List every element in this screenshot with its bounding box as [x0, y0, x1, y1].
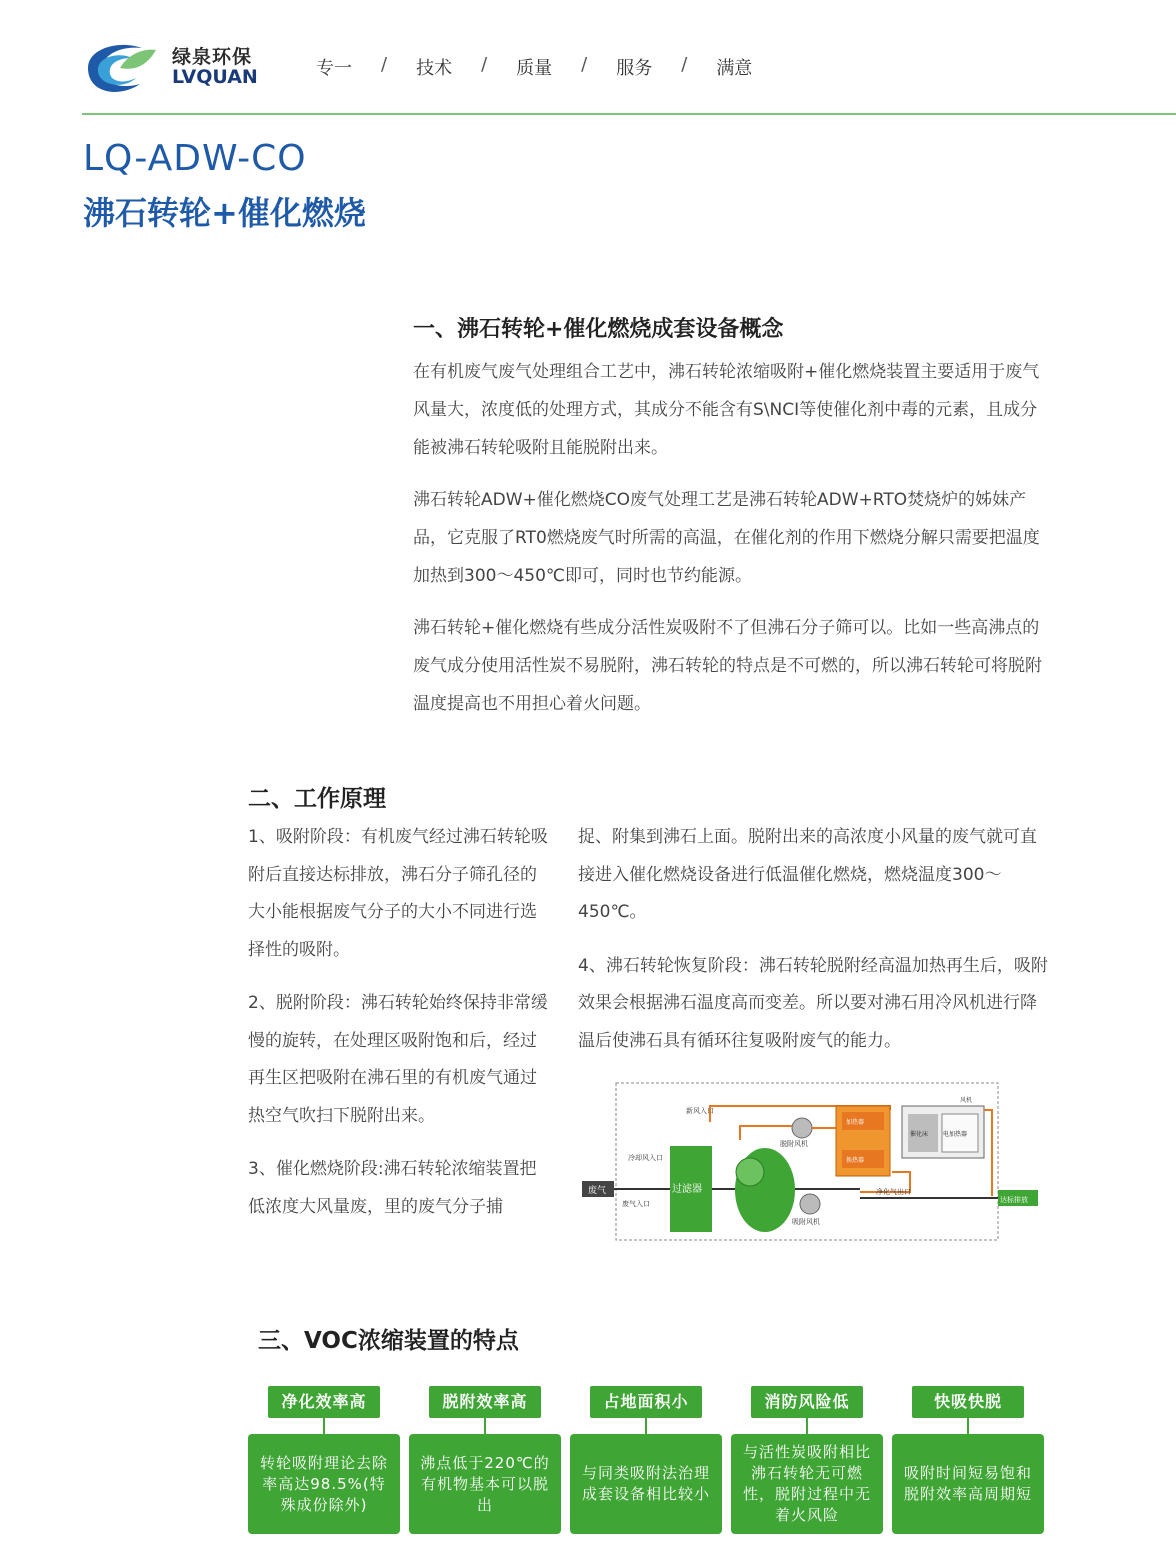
diagram-label-adsorb-fan: 吸附风机 — [792, 1218, 820, 1226]
diagram-label-fan: 风机 — [960, 1097, 973, 1104]
diagram-label-cooling-in: 冷却风入口 — [628, 1154, 663, 1162]
feature-label: 快吸快脱 — [912, 1386, 1024, 1418]
diagram-label-waste-gas: 废气 — [588, 1186, 607, 1196]
logo-text-cn: 绿泉环保 — [172, 46, 253, 68]
feature-body: 与同类吸附法治理成套设备相比较小 — [570, 1434, 722, 1534]
feature-connector — [967, 1418, 969, 1434]
logo-text-en: LVQUAN — [172, 66, 258, 88]
nav-item-service[interactable]: 服务 — [616, 58, 653, 79]
diagram-label-heater: 加热器 — [846, 1119, 865, 1126]
feature-connector — [484, 1418, 486, 1434]
section-concept-heading: 一、沸石转轮+催化燃烧成套设备概念 — [413, 317, 784, 342]
feature-label: 净化效率高 — [268, 1386, 380, 1418]
diagram-label-electric-heat: 电加热器 — [943, 1131, 968, 1138]
nav-separator: / — [581, 54, 588, 75]
principle-paragraph: 2、脱附阶段：沸石转轮始终保持非常缓慢的旋转，在处理区吸附饱和后，经过再生区把吸附在沸石里的有机废气通过热空气吹扫下脱附出来。 — [248, 993, 548, 1126]
product-name: 沸石转轮+催化燃烧 — [83, 194, 366, 232]
feature-label: 脱附效率高 — [429, 1386, 541, 1418]
feature-label: 消防风险低 — [751, 1386, 863, 1418]
nav-separator: / — [681, 54, 688, 75]
principle-left-column — [248, 819, 553, 1242]
feature-body: 转轮吸附理论去除率高达98.5%(特殊成份除外) — [248, 1434, 400, 1534]
feature-card — [409, 1386, 561, 1534]
principle-paragraph: 3、催化燃烧阶段:沸石转轮浓缩装置把低浓度大风量废，里的废气分子捕 — [248, 1159, 537, 1217]
feature-body: 吸附时间短易饱和脱附效率高周期短 — [892, 1434, 1044, 1534]
product-model: LQ-ADW-CO — [83, 138, 307, 179]
logo — [80, 38, 260, 98]
feature-connector — [806, 1418, 808, 1434]
adsorb-fan-icon — [800, 1194, 820, 1214]
section-features-heading: 三、VOC浓缩装置的特点 — [258, 1328, 519, 1354]
feature-body: 与活性炭吸附相比沸石转轮无可燃性，脱附过程中无着火风险 — [731, 1434, 883, 1534]
concept-paragraph: 沸石转轮+催化燃烧有些成分活性炭吸附不了但沸石分子筛可以。比如一些高沸点的废气成分使用活性炭不易脱附，沸石转轮的特点是不可燃的，所以沸石转轮可将脱附温度提高也不用担心着火问题。 — [413, 618, 1042, 714]
feature-connector — [323, 1418, 325, 1434]
logo-mark-icon — [80, 38, 160, 98]
concept-paragraph: 沸石转轮ADW+催化燃烧CO废气处理工艺是沸石转轮ADW+RTO焚烧炉的姊妹产品，它克服了RT0燃烧废气时所需的高温，在催化剂的作用下燃烧分解只需要把温度加热到300～450℃即可，同时也节约能源。 — [413, 490, 1040, 586]
diagram-label-catalyst: 催化床 — [910, 1131, 929, 1138]
diagram-label-clean-out: 净化气出口 — [876, 1188, 911, 1196]
principle-right-column — [578, 819, 1048, 1076]
nav-separator: / — [381, 54, 388, 75]
diagram-label-filter: 过滤器 — [672, 1184, 702, 1195]
feature-card — [892, 1386, 1044, 1534]
top-nav — [316, 54, 752, 80]
principle-paragraph: 1、吸附阶段：有机废气经过沸石转轮吸附后直接达标排放，沸石分子筛孔径的大小能根据废气分子的大小不同进行选择性的吸附。 — [248, 827, 548, 960]
desorb-fan-icon — [792, 1118, 812, 1138]
rotor-hub — [736, 1158, 764, 1186]
nav-item-focus[interactable]: 专一 — [316, 58, 352, 79]
diagram-label-desorb-fan: 脱附风机 — [780, 1140, 808, 1148]
nav-separator: / — [481, 54, 488, 75]
principle-paragraph: 捉、附集到沸石上面。脱附出来的高浓度小风量的废气就可直接进入催化燃烧设备进行低温催化燃烧，燃烧温度300～450℃。 — [578, 827, 1037, 922]
section-principle-heading: 二、工作原理 — [248, 786, 386, 812]
feature-connector — [645, 1418, 647, 1434]
nav-item-satisfaction[interactable]: 满意 — [716, 58, 753, 79]
section-concept — [413, 312, 1053, 737]
diagram-label-discharge: 达标排放 — [1000, 1196, 1028, 1204]
process-diagram — [580, 1080, 1040, 1244]
feature-label: 占地面积小 — [590, 1386, 702, 1418]
diagram-label-waste-in: 废气入口 — [622, 1200, 650, 1208]
feature-body: 沸点低于220℃的有机物基本可以脱出 — [409, 1434, 561, 1534]
feature-card — [570, 1386, 722, 1534]
feature-card — [248, 1386, 400, 1534]
diagram-label-fresh-air: 新风入口 — [686, 1107, 714, 1115]
feature-card — [731, 1386, 883, 1534]
principle-paragraph: 4、沸石转轮恢复阶段：沸石转轮脱附经高温加热再生后，吸附效果会根据沸石温度高而变差。所以要对沸石用冷风机进行降温后使沸石具有循环往复吸附废气的能力。 — [578, 955, 1048, 1051]
diagram-label-exchanger: 换热器 — [846, 1157, 865, 1164]
header-divider — [82, 113, 1176, 115]
nav-item-quality[interactable]: 质量 — [516, 58, 553, 79]
nav-item-technology[interactable]: 技术 — [416, 58, 453, 79]
concept-paragraph: 在有机废气废气处理组合工艺中，沸石转轮浓缩吸附+催化燃烧装置主要适用于废气风量大，浓度低的处理方式，其成分不能含有S\NCI等使催化剂中毒的元素，且成分能被沸石转轮吸附且能脱附出来。 — [413, 362, 1040, 458]
